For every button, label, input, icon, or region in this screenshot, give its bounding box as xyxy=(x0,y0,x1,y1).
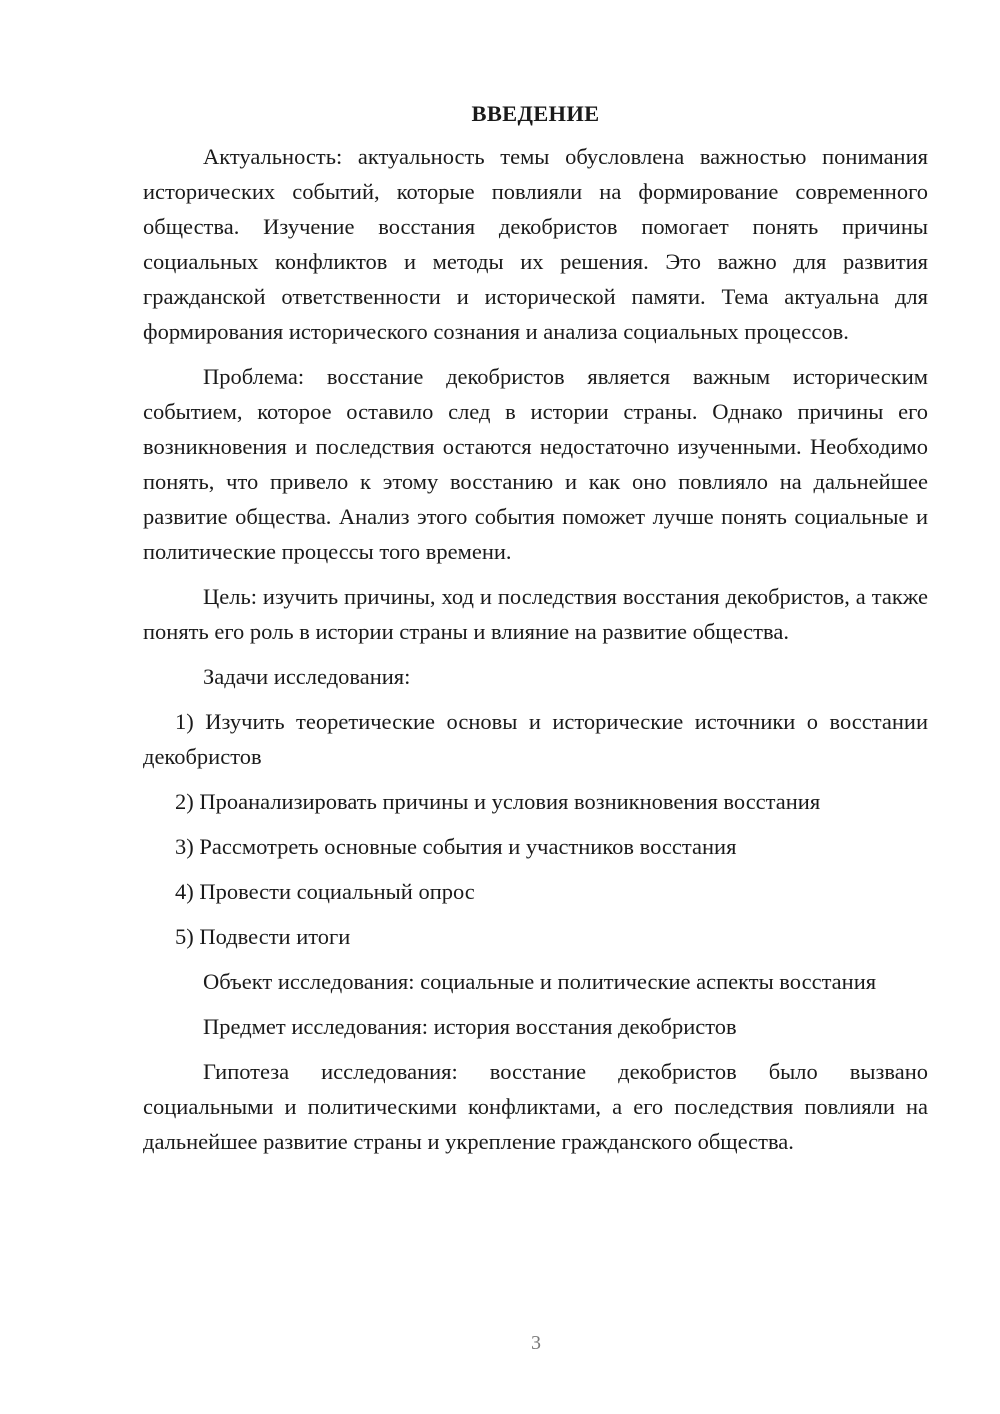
paragraph-problem: Проблема: восстание декобристов является важным историческим событием, которое оставило след в истории страны. Однако причины его возникновения и последствия остаются недостаточно изученными. Необходимо понять, что привело к этому восстанию и как оно повлияло на дальнейшее развитие общества. Анализ этого события поможет лучше понять социальные и политические процессы того времени. xyxy=(143,364,928,564)
research-object: Объект исследования: социальные и политические аспекты восстания xyxy=(203,969,877,994)
task-item-1: 1) Изучить теоретические основы и исторические источники о восстании декобристов xyxy=(143,709,928,769)
page-title: ВВЕДЕНИЕ xyxy=(471,101,600,126)
tasks-heading: Задачи исследования: xyxy=(203,664,411,689)
paragraph-goal: Цель: изучить причины, ход и последствия восстания декобристов, а также понять его роль в истории страны и влияние на развитие общества. xyxy=(143,584,928,644)
task-item-3: 3) Рассмотреть основные события и участников восстания xyxy=(175,834,737,859)
research-hypothesis: Гипотеза исследования: восстание декобристов было вызвано социальными и политическими конфликтами, а его последствия повлияли на дальнейшее развитие страны и укрепление гражданского общества. xyxy=(143,1059,928,1154)
research-subject: Предмет исследования: история восстания декобристов xyxy=(203,1014,737,1039)
task-item-4: 4) Провести социальный опрос xyxy=(175,879,475,904)
task-item-5: 5) Подвести итоги xyxy=(175,924,351,949)
paragraph-relevance: Актуальность: актуальность темы обусловлена важностью понимания исторических событий, которые повлияли на формирование современного общества. Изучение восстания декобристов помогает понять причины социальных конфликтов и методы их решения. Это важно для развития гражданской ответственности и исторической памяти. Тема актуальна для формирования исторического сознания и анализа социальных процессов. xyxy=(143,144,928,344)
page-content xyxy=(143,96,928,1169)
task-item-2: 2) Проанализировать причины и условия возникновения восстания xyxy=(175,789,821,814)
page-number: 3 xyxy=(531,1332,541,1354)
